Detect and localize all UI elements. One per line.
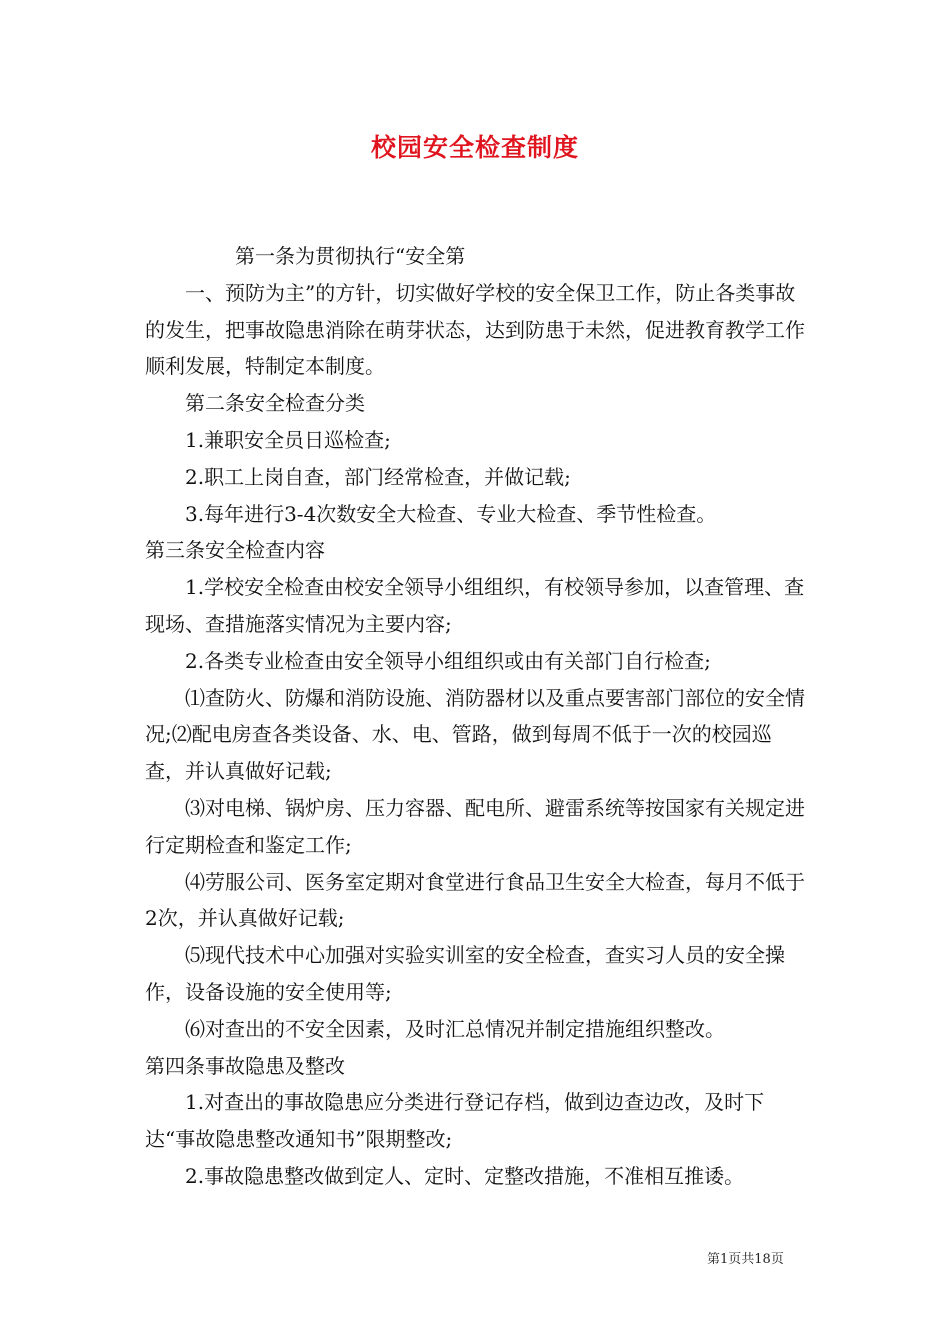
paragraph-article-3-sub-5: ⑸现代技术中心加强对实验实训室的安全检查，查实习人员的安全操作，设备设施的安全使用等; [145,943,785,1004]
page-number-footer: 第1页共18页 [707,1252,784,1267]
paragraph-article-3-item-1: 1.学校安全检查由校安全领导小组组织，有校领导参加，以查管理、查现场、查措施落实情况为主要内容; [145,575,805,636]
paragraph-article-2-item-1: 1.兼职安全员日巡检查; [185,427,391,452]
paragraph-article-3-sub-3: ⑶对电梯、锅炉房、压力容器、配电所、避雷系统等按国家有关规定进行定期检查和鉴定工作; [145,795,805,857]
paragraph-article-1-start: 第一条为贯彻执行“安全第 [235,244,466,268]
paragraph-article-1-body: 一、预防为主”的方针，切实做好学校的安全保卫工作，防止各类事故的发生，把事故隐患消除在萌芽状态，达到防患于未然，促进教育教学工作顺利发展，特制定本制度。 [145,280,805,379]
paragraph-article-3-sub-4: ⑷劳服公司、医务室定期对食堂进行食品卫生安全大检查，每月不低于2次，并认真做好记载; [145,869,805,931]
paragraph-article-2-heading: 第二条安全检查分类 [185,391,365,416]
paragraph-article-3-heading: 第三条安全检查内容 [145,538,325,563]
paragraph-article-3-item-2: 2.各类专业检查由安全领导小组组织或由有关部门自行检查; [185,648,711,673]
paragraph-article-4-heading: 第四条事故隐患及整改 [145,1053,345,1078]
document-body [145,238,810,1195]
paragraph-article-2-item-2: 2.职工上岗自查，部门经常检查，并做记载; [185,464,571,489]
paragraph-article-4-item-1: 1.对查出的事故隐患应分类进行登记存档，做到边查边改，及时下达“事故隐患整改通知书”限期整改; [145,1090,765,1152]
paragraph-article-4-item-2: 2.事故隐患整改做到定人、定时、定整改措施，不准相互推诿。 [185,1163,745,1188]
document-title: 校园安全检查制度 [370,133,579,162]
paragraph-article-2-item-3: 3.每年进行3-4次数安全大检查、专业大检查、季节性检查。 [185,501,717,526]
paragraph-article-3-sub-1-2: ⑴查防火、防爆和消防设施、消防器材以及重点要害部门部位的安全情况;⑵配电房查各类设备、水、电、管路，做到每周不低于一次的校园巡查，并认真做好记载; [145,685,805,784]
paragraph-article-3-sub-6: ⑹对查出的不安全因素，及时汇总情况并制定措施组织整改。 [185,1016,725,1041]
